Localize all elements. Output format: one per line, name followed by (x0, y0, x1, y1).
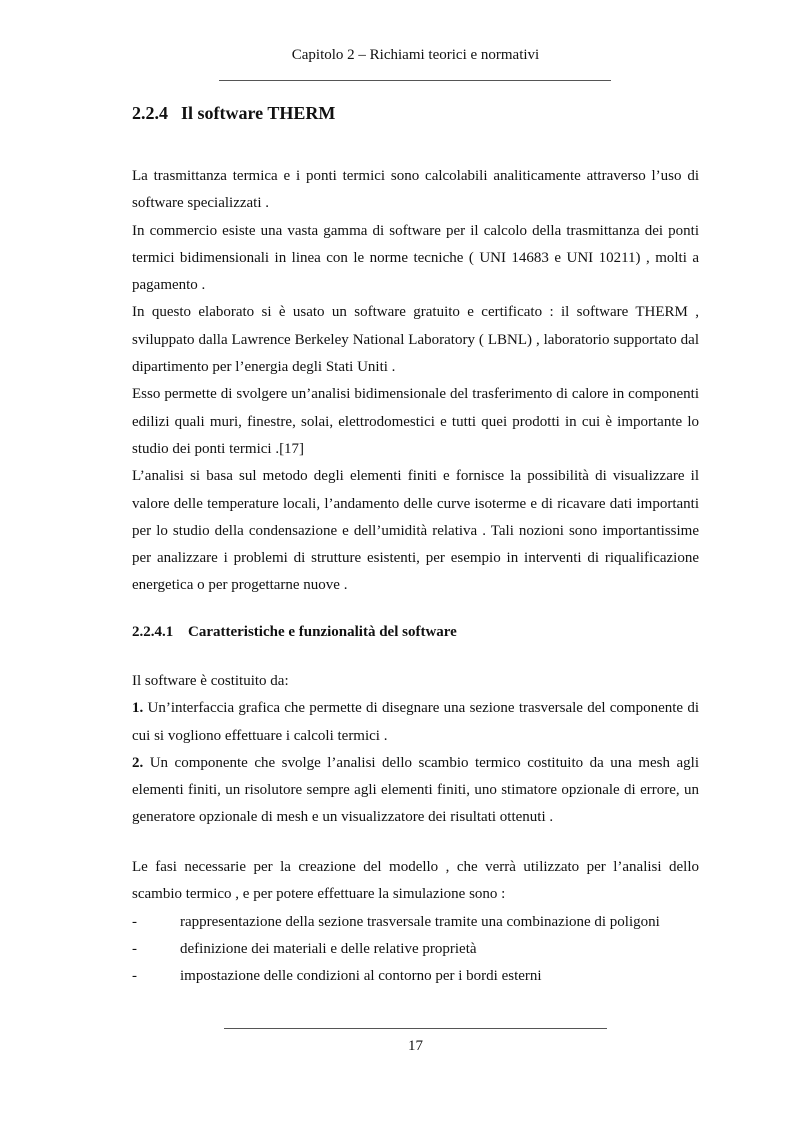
intro-text (132, 163, 699, 600)
running-header: Capitolo 2 – Richiami teorici e normativi (291, 47, 540, 63)
paragraph: Esso permette di svolgere un’analisi bidimensionale del trasferimento di calore in componenti edilizi quali muri, finestre, solai, elettrodomestici e tutti quei prodotti in cui è importante lo studio dei ponti termici .[17] (132, 386, 699, 457)
list-item (132, 909, 699, 936)
paragraph: In questo elaborato si è usato un software gratuito e certificato : il software THERM , sviluppato dalla Lawrence Berkeley National Laboratory ( LBNL) , laboratorio supportato dal dipartimento per l’energia degli Stati Uniti . (132, 304, 699, 376)
components-text (132, 668, 699, 832)
section-title: Il software THERM (181, 103, 336, 123)
section-heading (132, 103, 335, 124)
list-item-text: impostazione delle condizioni al contorno per i bordi esterni (180, 968, 542, 985)
phases-text (132, 854, 699, 990)
numbered-item (132, 750, 699, 832)
dash-bullet: - (132, 968, 137, 985)
item-marker: 1. (132, 700, 144, 717)
paragraph: In commercio esiste una vasta gamma di software per il calcolo della trasmittanza dei ponti termici bidimensionali in linea con le norme tecniche ( UNI 14683 e UNI 10211) , molti a pagamento . (132, 222, 699, 294)
components-lead: Il software è costituito da: (132, 673, 289, 689)
subsection-title: Caratteristiche e funzionalità del software (188, 624, 457, 640)
item-marker: 2. (132, 754, 144, 771)
header-rule (219, 80, 611, 81)
list-item (132, 963, 699, 990)
paragraph: La trasmittanza termica e i ponti termici sono calcolabili analiticamente attraverso l’uso di software specializzati . (132, 168, 699, 212)
dash-bullet: - (132, 913, 137, 930)
list-item-text: definizione dei materiali e delle relative proprietà (180, 940, 477, 957)
section-number: 2.2.4 (132, 103, 168, 123)
paragraph: L’analisi si basa sul metodo degli elementi finiti e fornisce la possibilità di visualizzare il valore delle temperature locali, l’andamento delle curve isoterme e di ricavare dati importanti per lo studio della condensazione e dell’umidità relativa . Tali nozioni sono importantissime per analizzare i problemi di strutture esistenti, per esempio in interventi di riqualificazione energetica o per progettarne nuove . (132, 468, 699, 594)
phases-lead: Le fasi necessarie per la creazione del modello , che verrà utilizzato per l’analisi dello scambio termico , e per potere effettuare la simulazione sono : (132, 859, 699, 903)
subsection-heading (132, 624, 457, 641)
list-item-text: rappresentazione della sezione trasversale tramite una combinazione di poligoni (180, 913, 660, 930)
footer-rule (224, 1028, 607, 1029)
page-number: 17 (408, 1038, 423, 1054)
dash-bullet: - (132, 940, 137, 957)
item-text: Un’interfaccia grafica che permette di disegnare una sezione trasversale del componente di cui si vogliono effettuare i calcoli termici . (132, 700, 699, 744)
numbered-item (132, 695, 699, 750)
subsection-number: 2.2.4.1 (132, 624, 174, 640)
list-item (132, 936, 699, 963)
item-text: Un componente che svolge l’analisi dello scambio termico costituito da una mesh agli elementi finiti, un risolutore sempre agli elementi finiti, uno stimatore opzionale di errore, un generatore opzionale di mesh e un visualizzatore dei risultati ottenuti . (132, 754, 699, 826)
